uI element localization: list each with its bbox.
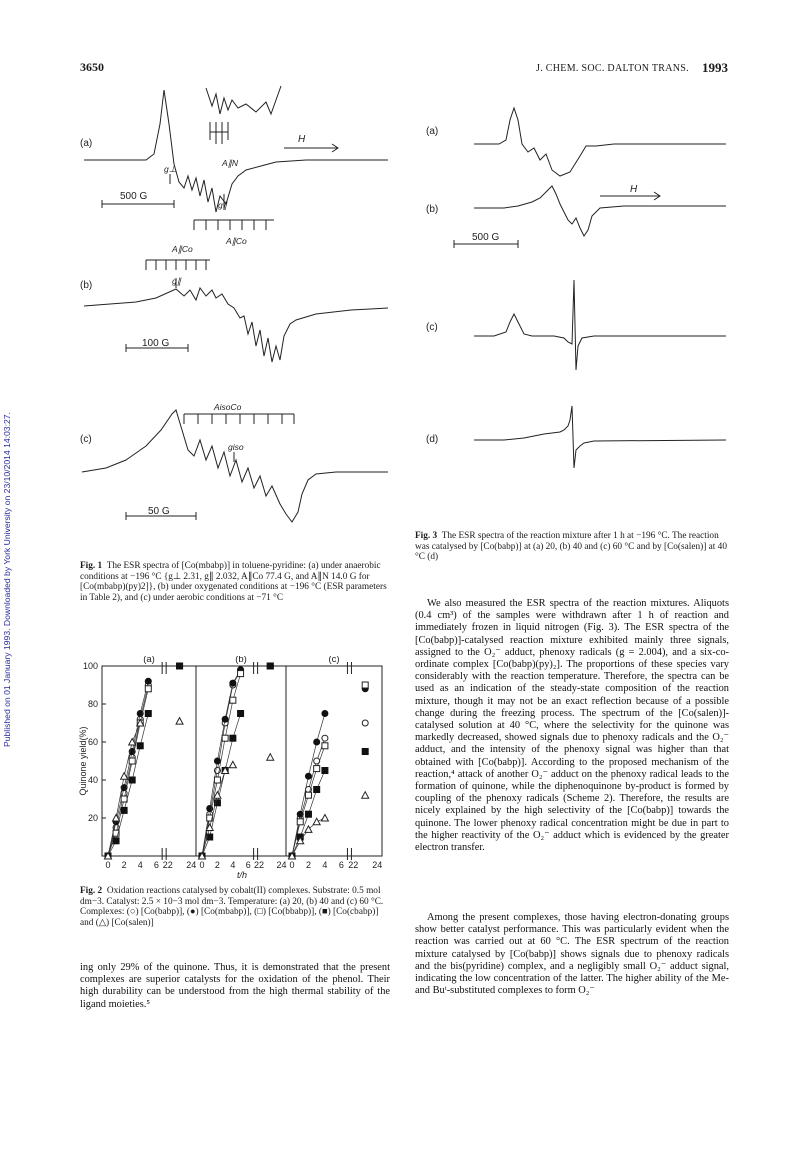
fig2-point xyxy=(322,735,328,741)
fig2-point xyxy=(222,716,228,722)
fig2-x-axis-label: t/h xyxy=(236,870,248,880)
fig3-caption-text: The ESR spectra of the reaction mixture after 1 h at −196 °C. The reaction was catalysed by [Co(babp)] at (a) 20, (b) 40 and (c) 60 °C and by [Co(salen)] at 40 °C (d) xyxy=(415,531,727,563)
fig2-point xyxy=(297,819,303,825)
fig3d-trace xyxy=(474,406,726,468)
left-body-paragraph: ing only 29% of the quinone. Thus, it is demonstrated that the present complexes are superior catalysts for the oxidation of the phenol. Their high durability can be understood from the high thermal stability of the ligand moieties.⁵ xyxy=(80,962,390,1010)
fig3-panel-d: (d) xyxy=(426,434,439,445)
fig2-panel-title: (b) xyxy=(235,656,247,665)
fig2-quinone-yield-chart xyxy=(78,656,392,880)
fig2-point xyxy=(314,787,320,793)
fig2-point xyxy=(305,792,311,798)
fig2-point xyxy=(145,686,151,692)
fig2-point xyxy=(176,718,183,725)
fig2-xtick-label: 6 xyxy=(153,860,159,870)
fig1c-Aiso-label: AisoCo xyxy=(214,402,242,412)
fig1b-ACo-label: A∥Co xyxy=(172,244,193,254)
fig2-xtick-label: 0 xyxy=(199,860,205,870)
fig2-point xyxy=(322,711,328,717)
fig3-caption xyxy=(415,531,729,563)
fig1a-h-arrow xyxy=(284,144,338,152)
fig1-esr-spectra xyxy=(76,84,396,524)
fig2-point xyxy=(314,739,320,745)
fig2-axis-break xyxy=(347,848,351,860)
fig3-scale-label: 500 G xyxy=(472,232,500,243)
fig1-AN-label: A∥N xyxy=(222,158,239,168)
fig2-panel-title: (c) xyxy=(328,656,340,665)
fig2-xtick-label: 24 xyxy=(372,860,383,870)
fig3-esr-spectra xyxy=(414,100,732,520)
right-body-paragraph-2: Among the present complexes, those having electron-donating groups show better catalyst performance. This was particularly evident when the reaction was carried out at 60 °C. The ESR spectrum of the reaction mixture catalysed by [Co(babp)] shows signals due to phenoxy radicals and the bis(pyridine) complex, and a negligibly small O₂⁻ adduct signal, indicating the low concentration of the latter. The higher ability of the Me- and Buᵗ-substituted complexes to form O₂⁻ xyxy=(415,912,729,997)
fig2-point xyxy=(267,754,274,761)
fig3b-trace xyxy=(474,186,726,236)
fig2-point xyxy=(129,758,135,764)
fig2-xtick-label: 2 xyxy=(214,860,220,870)
fig2-caption-text: Oxidation reactions catalysed by cobalt(II) complexes. Substrate: 0.5 mol dm−3. Catalyst: 2.5 × 10−3 mol dm−3. Temperature: (a) 20, (b) 40 and (c) 60 °C. Complexes: (○) [Co(babp)], (●) [Co(mbabp)], (□) [Co(bbabp)], (■) [Co(cbabp)] and (△) [Co(salen)] xyxy=(80,886,384,928)
fig1b-trace xyxy=(84,288,388,362)
fig2-xtick-label: 2 xyxy=(305,860,311,870)
fig2-xtick-label: 24 xyxy=(186,860,197,870)
fig2-point xyxy=(238,671,244,677)
fig2-xtick-label: 0 xyxy=(105,860,111,870)
fig2-point xyxy=(305,811,311,817)
fig2-xtick-label: 24 xyxy=(276,860,287,870)
fig2-point xyxy=(230,680,236,686)
fig1-panel-c: (c) xyxy=(80,434,92,445)
fig2-point xyxy=(313,818,320,825)
fig1-gpar-label: g∥ xyxy=(218,200,227,210)
fig2-axis-break xyxy=(254,848,258,860)
fig2-xtick-label: 22 xyxy=(253,860,265,870)
fig1b-scale-label: 100 G xyxy=(142,338,170,349)
fig2-point xyxy=(222,735,228,741)
fig2-point xyxy=(322,743,328,749)
fig1-caption xyxy=(80,561,390,603)
journal-name: J. CHEM. SOC. DALTON TRANS. xyxy=(536,63,689,74)
fig2-xtick-label: 4 xyxy=(322,860,328,870)
fig1a-scale-label: 500 G xyxy=(120,191,148,202)
journal-year: 1993 xyxy=(702,60,728,75)
fig1b-gpar-label: g∥ xyxy=(172,276,181,286)
fig2-point xyxy=(362,749,368,755)
fig2-point xyxy=(230,697,236,703)
fig2-ytick-label: 100 xyxy=(82,661,98,671)
fig2-caption-label: Fig. 2 xyxy=(80,886,103,896)
fig2-ytick-label: 40 xyxy=(87,775,98,785)
fig2-point xyxy=(113,838,119,844)
fig3c-trace xyxy=(474,280,726,370)
fig3-field-label: H xyxy=(630,184,638,195)
fig2-point xyxy=(121,796,127,802)
fig2-xtick-label: 2 xyxy=(121,860,127,870)
fig1a-field-label: H xyxy=(298,134,306,145)
fig1-caption-text: The ESR spectra of [Co(mbabp)] in toluene-pyridine: (a) under anaerobic conditions at −196 °C {g⊥ 2.31, g∥ 2.032, A∥Co 77.4 G, and A∥N 14.0 G for [Co(mbabp)(py)2]}, (b) under oxygenated conditions at −196 °C (ESR parameters in Table 2), and (c) under aerobic conditions at −71 °C xyxy=(80,561,387,603)
fig2-axis-break xyxy=(162,662,166,674)
fig1-gperp-label: g⊥ xyxy=(164,164,177,174)
fig2-point xyxy=(362,682,368,688)
fig2-point xyxy=(121,807,127,813)
fig2-point xyxy=(267,663,273,669)
fig2-point xyxy=(321,815,328,822)
fig2-xtick-label: 22 xyxy=(348,860,359,870)
fig2-xtick-label: 6 xyxy=(338,860,344,870)
fig2-xtick-label: 0 xyxy=(289,860,295,870)
fig2-panel-title: (a) xyxy=(143,656,155,665)
fig2-plot-frame xyxy=(102,666,382,856)
fig1a-inset xyxy=(206,86,281,114)
fig3a-trace xyxy=(474,108,726,176)
fig2-xtick-label: 22 xyxy=(162,860,173,870)
fig2-point xyxy=(322,768,328,774)
fig2-xtick-label: 4 xyxy=(230,860,236,870)
fig2-point xyxy=(137,743,143,749)
fig2-point xyxy=(305,773,311,779)
fig2-point xyxy=(362,792,369,799)
fig1-ACo-label: A∥Co xyxy=(226,236,247,246)
fig2-caption xyxy=(80,886,390,928)
page-number: 3650 xyxy=(80,60,104,74)
fig2-point xyxy=(129,777,135,783)
fig2-axis-break xyxy=(162,848,166,860)
fig2-point xyxy=(145,678,151,684)
fig3-panel-b: (b) xyxy=(426,204,439,215)
fig1-caption-label: Fig. 1 xyxy=(80,561,103,571)
fig2-ytick-label: 60 xyxy=(87,737,98,747)
fig2-point xyxy=(314,766,320,772)
fig2-point xyxy=(214,758,220,764)
fig2-point xyxy=(362,720,368,726)
fig3-panel-a: (a) xyxy=(426,126,439,137)
fig1c-scale-label: 50 G xyxy=(148,506,170,517)
fig2-point xyxy=(145,711,151,717)
fig2-point xyxy=(177,663,183,669)
fig2-point xyxy=(214,777,220,783)
fig2-axis-break xyxy=(254,662,258,674)
fig1c-giso-label: giso xyxy=(228,442,244,452)
fig2-xtick-label: 4 xyxy=(137,860,143,870)
fig1-panel-b: (b) xyxy=(80,280,93,291)
fig2-axis-break xyxy=(347,662,351,674)
fig2-xtick-label: 6 xyxy=(245,860,251,870)
fig2-y-axis-label: Quinone yield(%) xyxy=(78,726,88,796)
fig1-panel-a: (a) xyxy=(80,138,93,149)
fig3-caption-label: Fig. 3 xyxy=(415,531,438,541)
fig2-ytick-label: 20 xyxy=(87,813,98,823)
fig2-point xyxy=(230,735,236,741)
fig2-point xyxy=(229,761,236,768)
download-notice: Published on 01 January 1993. Downloaded by York University on 23/10/2014 14:03:27. xyxy=(2,412,12,748)
fig2-point xyxy=(238,711,244,717)
right-body-paragraph-1: We also measured the ESR spectra of the reaction mixtures. Aliquots (0.4 cm³) of the samples were withdrawn after 1 h of reaction and immediately frozen in liquid nitrogen (Fig. 3). The ESR spectra of the [Co(babp)]-catalysed reaction mixture exhibited mainly three signals, assigned to the O₂⁻ adduct, phenoxy radicals (g = 2.004), and a six-co-ordinate complex [Co(babp)(py)₂]. The proportions of these species vary considerably with the reaction temperature. Therefore, the spectra can be used as an indication of the steady-state composition of the reaction mixture, though it may not be an exact reflection because of a possible change during the freezing process. The spectrum of the [Co(salen)]-catalysed solution at 40 °C, where the selectivity for the quinone was markedly decreased, showed signals due to phenoxy radicals and the O₂⁻ adduct, and the intensity of the phenoxy signal was higher than that obtained with [Co(babp)]. According to the proposed mechanism of the reaction,⁴ attack of another O₂⁻ adduct on the phenoxy radical leads to the formation of quinone, while the diphenoquinone by-product is formed by coupling of the phenoxy radicals (Scheme 2). Therefore, the results are nicely explained by the high selectivity of the [Co(babp)] towards the quinone. The lower phenoxy radical concentration might be due in part to the higher reactivity of the O₂⁻ adduct which is evidenced by the greater electron transfer. xyxy=(415,598,729,854)
fig3-panel-c: (c) xyxy=(426,322,438,333)
fig2-ytick-label: 80 xyxy=(87,699,98,709)
fig1c-trace xyxy=(82,410,388,522)
